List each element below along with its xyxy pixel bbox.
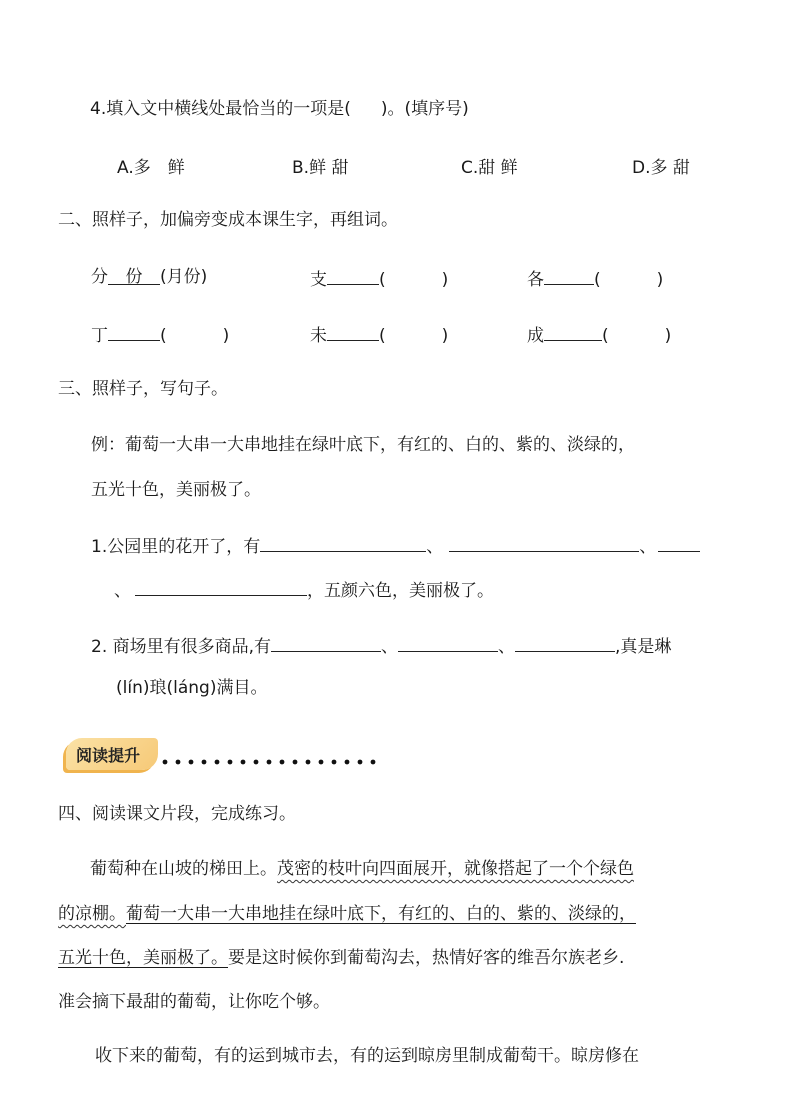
q1-line2-end: ，五颜六色，美丽极了。 xyxy=(307,581,494,601)
section3-heading: 三、照样子，写句子。 xyxy=(58,379,228,399)
section2-item-ge xyxy=(527,266,663,291)
reading-badge-label: 阅读提升 xyxy=(76,746,141,765)
q4-option-d: D.多 甜 xyxy=(632,158,690,178)
open-paren: ( xyxy=(602,326,609,346)
reading-badge xyxy=(66,738,158,770)
char-cheng: 成 xyxy=(527,326,544,346)
example-char: 分 xyxy=(91,267,108,287)
q2-blank-2[interactable] xyxy=(398,633,498,652)
char-ge: 各 xyxy=(527,270,544,290)
q4-stem-line xyxy=(90,98,469,120)
passage-underlined-text: 葡萄一大串一大串地挂在绿叶底下，有红的、白的、紫的、淡绿的， xyxy=(126,904,636,924)
q1-prompt: 1.公园里的花开了，有 xyxy=(91,537,261,557)
passage-p1-line1 xyxy=(90,858,634,880)
section3-example-line2: 五光十色，美丽极了。 xyxy=(91,480,261,500)
char-ding: 丁 xyxy=(91,326,108,346)
close-paren: ) xyxy=(441,326,449,346)
close-paren: ) xyxy=(664,326,672,346)
q1-sep: 、 xyxy=(426,537,444,557)
section2-item-cheng xyxy=(527,322,671,347)
example-word: (月份) xyxy=(160,267,208,287)
dotted-divider xyxy=(162,752,382,766)
char-zhi-blank[interactable] xyxy=(327,266,379,285)
section3-q1-line1 xyxy=(91,533,700,558)
passage-p1-line2 xyxy=(58,903,636,925)
section3-q2-line1 xyxy=(91,633,671,658)
passage-wavy-text: 的凉棚。 xyxy=(58,904,126,924)
section3-example-line1: 例：葡萄一大串一大串地挂在绿叶底下，有红的、白的、紫的、淡绿的， xyxy=(91,435,635,455)
q1-blank-2[interactable] xyxy=(449,533,639,552)
q1-blank-1[interactable] xyxy=(260,533,426,552)
passage-wavy-text: 茂密的枝叶向四面展开，就像搭起了一个个绿色 xyxy=(277,859,634,879)
q4-option-c: C.甜 鲜 xyxy=(461,158,518,178)
close-paren: ) xyxy=(656,270,664,290)
q1-sep: 、 xyxy=(114,581,131,601)
q2-sep: 、 xyxy=(498,637,516,657)
section2-item-wei xyxy=(310,322,448,347)
char-ding-blank[interactable] xyxy=(108,322,160,341)
close-paren: ) xyxy=(441,270,449,290)
passage-p1-line4: 准会摘下最甜的葡萄，让你吃个够。 xyxy=(58,992,330,1012)
open-paren: ( xyxy=(160,326,167,346)
section2-example xyxy=(91,266,207,288)
passage-p1-line3 xyxy=(58,947,624,969)
q1-sep: 、 xyxy=(639,537,657,557)
char-zhi: 支 xyxy=(310,270,327,290)
section2-item-zhi xyxy=(310,266,448,291)
passage-underlined-text: 五光十色，美丽极了。 xyxy=(58,948,228,968)
close-paren: ) xyxy=(222,326,230,346)
q2-prompt: 2. 商场里有很多商品,有 xyxy=(91,637,272,657)
q1-blank-3[interactable] xyxy=(658,533,700,552)
char-wei-blank[interactable] xyxy=(327,322,379,341)
q4-option-a: A.多 鲜 xyxy=(117,158,185,178)
open-paren: ( xyxy=(379,270,386,290)
q4-option-b: B.鲜 甜 xyxy=(292,158,349,178)
q1-blank-4[interactable] xyxy=(135,577,307,596)
char-cheng-blank[interactable] xyxy=(544,322,602,341)
open-paren: ( xyxy=(379,326,386,346)
q2-line1-end: ,真是琳 xyxy=(615,637,672,657)
char-wei: 未 xyxy=(310,326,327,346)
passage-p2-line1: 收下来的葡萄，有的运到城市去，有的运到晾房里制成葡萄干。晾房修在 xyxy=(95,1046,639,1066)
q2-sep: 、 xyxy=(381,637,399,657)
section2-heading: 二、照样子，加偏旁变成本课生字，再组词。 xyxy=(58,210,398,230)
q4-stem: 4.填入文中横线处最恰当的一项是( xyxy=(90,99,351,119)
open-paren: ( xyxy=(594,270,601,290)
passage-text: 要是这时候你到葡萄沟去，热情好客的维吾尔族老乡. xyxy=(228,948,625,968)
section3-q1-line2 xyxy=(114,577,494,602)
example-answer: 份 xyxy=(108,266,160,285)
passage-text: 葡萄种在山坡的梯田上。 xyxy=(90,859,277,879)
char-ge-blank[interactable] xyxy=(544,266,594,285)
q4-tail: )。(填序号) xyxy=(380,99,469,119)
q2-blank-3[interactable] xyxy=(515,633,615,652)
section4-heading: 四、阅读课文片段，完成练习。 xyxy=(58,804,296,824)
q2-blank-1[interactable] xyxy=(271,633,381,652)
section2-item-ding xyxy=(91,322,229,347)
section3-q2-line2: (lín)琅(láng)满目。 xyxy=(116,678,268,698)
